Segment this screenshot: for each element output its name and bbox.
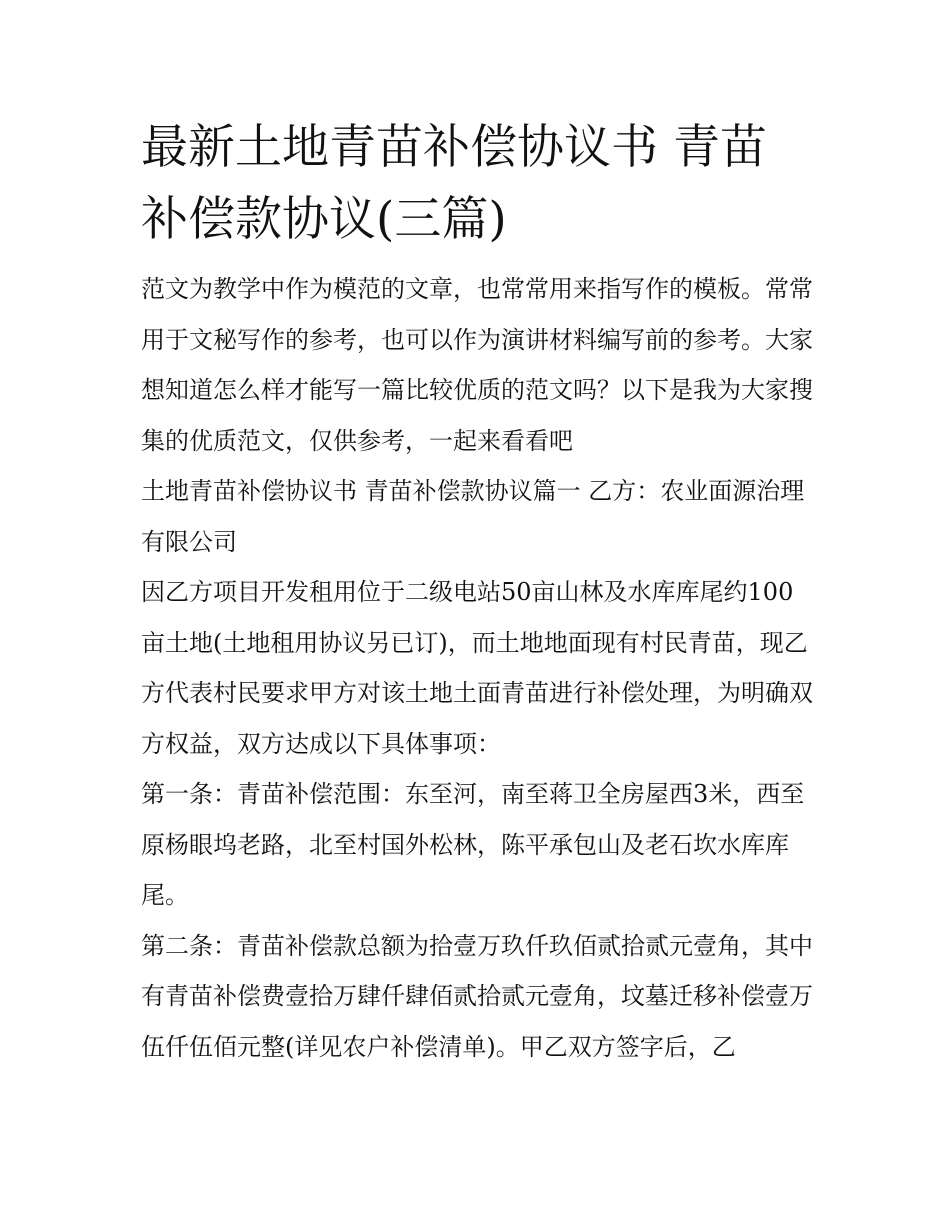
paragraph-section-heading: 土地青苗补偿协议书 青苗补偿款协议篇一 乙方：农业面源治理有限公司: [141, 477, 805, 556]
paragraph-background: 因乙方项目开发租用位于二级电站50亩山林及水库库尾约100亩土地(土地租用协议另已订)，而土地地面现有村民青苗，现乙方代表村民要求甲方对该土地土面青苗进行补偿处理，为明确双方权益，双方达成以下具体事项：: [141, 578, 813, 758]
paragraph-article-1: 第一条：青苗补偿范围：东至河，南至蒋卫全房屋西3米，西至原杨眼坞老路，北至村国外松林，陈平承包山及老石坎水库库尾。: [141, 780, 805, 909]
document-body: [141, 112, 813, 1072]
paragraph-intro: 范文为教学中作为模范的文章，也常常用来指写作的模板。常常用于文秘写作的参考，也可以作为演讲材料编写前的参考。大家想知道怎么样才能写一篇比较优质的范文吗？以下是我为大家搜集的优质范文，仅供参考，一起来看看吧: [141, 275, 813, 455]
paragraph-article-2: 第二条：青苗补偿款总额为拾壹万玖仟玖佰贰拾贰元壹角，其中有青苗补偿费壹拾万肆仟肆佰贰拾贰元壹角，坟墓迁移补偿壹万伍仟伍佰元整(详见农户补偿清单)。甲乙双方签字后，乙: [141, 931, 813, 1061]
document-title: 最新土地青苗补偿协议书 青苗补偿款协议(三篇): [141, 120, 767, 247]
